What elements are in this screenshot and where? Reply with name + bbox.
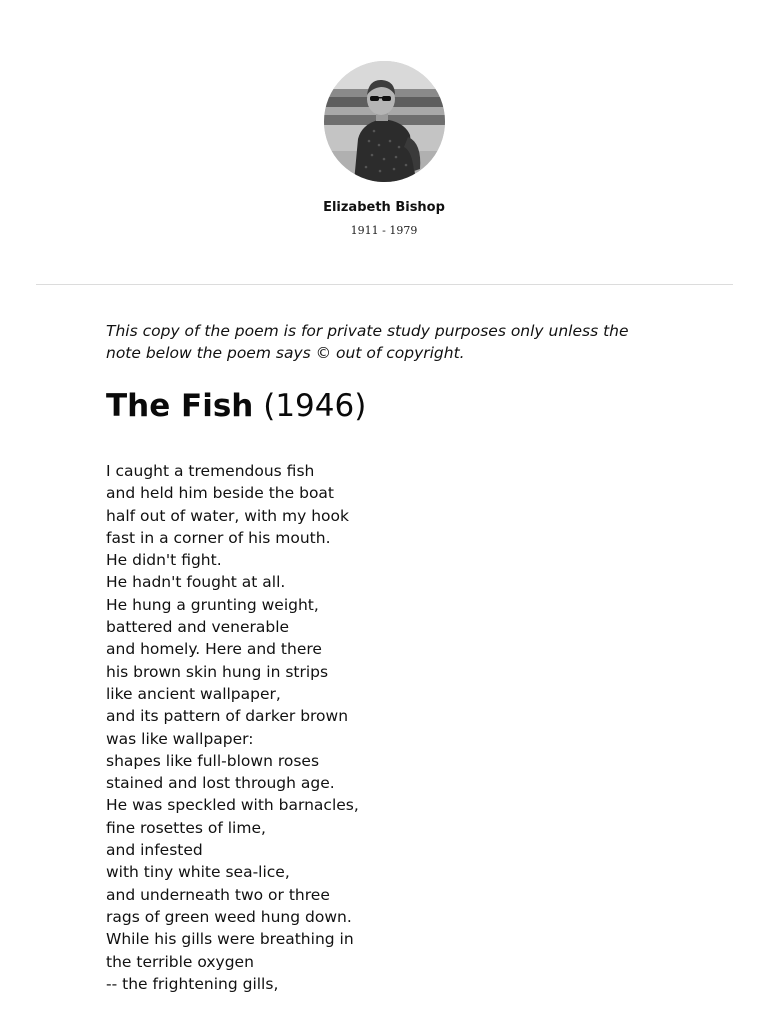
author-photo-image [324, 61, 445, 182]
author-dates: 1911 - 1979 [350, 224, 418, 237]
poem-line: He hadn't fought at all. [106, 573, 286, 592]
poem-line: his brown skin hung in strips [106, 662, 329, 681]
poem-line: fine rosettes of lime, [106, 818, 266, 837]
author-name[interactable]: Elizabeth Bishop [323, 200, 445, 215]
poem-line: I caught a tremendous fish [106, 462, 315, 480]
poem-line: battered and venerable [106, 618, 290, 637]
poem-line: He hung a grunting weight, [106, 595, 319, 614]
author-header [0, 0, 768, 286]
poem-heading [106, 386, 706, 426]
poem-line: the terrible oxygen [106, 952, 254, 971]
poem-line: like ancient wallpaper, [106, 684, 281, 703]
poem-body [106, 460, 706, 995]
poem-year: (1946) [263, 388, 367, 424]
poem-line: and its pattern of darker brown [106, 707, 349, 726]
poem-line: He was speckled with barnacles, [106, 796, 359, 815]
poem-line: -- the frightening gills, [106, 974, 279, 993]
author-avatar [324, 61, 445, 182]
poem-line: half out of water, with my hook [106, 506, 349, 525]
poem-line: and held him beside the boat [106, 484, 334, 503]
poem-line: was like wallpaper: [106, 729, 254, 748]
poem-line: and infested [106, 841, 203, 860]
poem-line: and homely. Here and there [106, 640, 322, 659]
section-divider [36, 284, 733, 285]
poem-line: rags of green weed hung down. [106, 907, 352, 926]
poem-line: with tiny white sea-lice, [106, 863, 290, 882]
poem-line: shapes like full-blown roses [106, 751, 320, 770]
copyright-note: This copy of the poem is for private study purposes only unless the note below the poem says © out of copyright. [106, 322, 629, 362]
poem-title: The Fish [106, 388, 254, 424]
poem-line: While his gills were breathing in [106, 930, 354, 949]
poem-line: and underneath two or three [106, 885, 330, 904]
poem-line: fast in a corner of his mouth. [106, 528, 331, 547]
poem-line: He didn't fight. [106, 551, 222, 570]
poem-line: stained and lost through age. [106, 774, 335, 793]
poem-content [106, 320, 706, 995]
